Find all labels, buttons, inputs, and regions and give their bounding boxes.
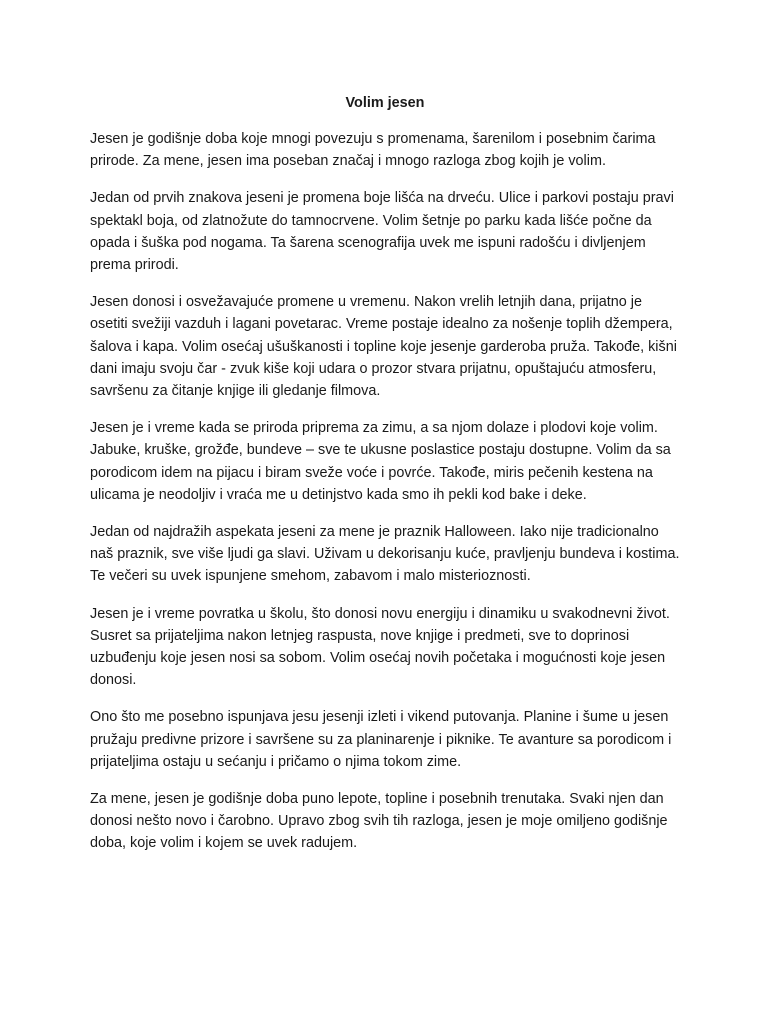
- document-title: Volim jesen: [345, 95, 425, 111]
- paragraph-7: Ono što me posebno ispunjava jesu jesenji izleti i vikend putovanja. Planine i šume u jesen pružaju predivne prizore i savršene su za planinarenje i piknike. Te avanture sa porodicom i prijateljima ostaju u sećanju i pričamo o njima tokom zime.: [90, 709, 672, 770]
- paragraph-5: Jedan od najdražih aspekata jeseni za mene je praznik Halloween. Iako nije tradicionalno naš praznik, sve više ljudi ga slavi. Uživam u dekorisanju kuće, pravljenju bundeva i kostima. Te večeri su uvek ispunjene smehom, zabavom i malo misterioznosti.: [90, 524, 680, 585]
- paragraph-6: Jesen je i vreme povratka u školu, što donosi novu energiju i dinamiku u svakodnevni život. Susret sa prijateljima nakon letnjeg raspusta, nove knjige i predmeti, sve to doprinosi uzbuđenju koje jesen nosi sa sobom. Volim osećaj novih početaka i mogućnosti koje jesen donosi.: [90, 605, 670, 689]
- paragraph-4: Jesen je i vreme kada se priroda priprema za zimu, a sa njom dolaze i plodovi koje volim. Jabuke, kruške, grožđe, bundeve – sve te ukusne poslastice postaju dostupne. Volim da sa porodicom idem na pijacu i biram sveže voće i povrće. Takođe, miris pečenih kestena na ulicama je neodoljiv i vraća me u detinjstvo kada smo ih pekli kod bake i deke.: [90, 420, 671, 503]
- paragraph-1: Jesen je godišnje doba koje mnogi povezuju s promenama, šarenilom i posebnim čarima prirode. Za mene, jesen ima poseban značaj i mnogo razloga zbog kojih je volim.: [90, 131, 656, 170]
- paragraph-3: Jesen donosi i osvežavajuće promene u vremenu. Nakon vrelih letnjih dana, prijatno je osetiti svežiji vazduh i lagani povetarac. Vreme postaje idealno za nošenje toplih džempera, šalova i kapa. Volim osećaj ušuškanosti i topline koje jesenje garderoba pruža. Takođe, kišni dani imaju svoju čar - zvuk kiše koji udara o prozor stvara prijatnu, opuštajuću atmosferu, savršenu za čitanje knjige ili gledanje filmova.: [90, 294, 677, 400]
- paragraph-2: Jedan od prvih znakova jeseni je promena boje lišća na drveću. Ulice i parkovi postaju pravi spektakl boja, od zlatnožute do tamnocrvene. Volim šetnje po parku kada lišće počne da opada i šuška pod nogama. Ta šarena scenografija uvek me ispuni radošću i divljenjem prema prirodi.: [90, 190, 674, 274]
- paragraph-8: Za mene, jesen je godišnje doba puno lepote, topline i posebnih trenutaka. Svaki njen dan donosi nešto novo i čarobno. Upravo zbog svih tih razloga, jesen je moje omiljeno godišnje doba, koje volim i kojem se uvek radujem.: [90, 791, 668, 852]
- document-body: [90, 92, 680, 870]
